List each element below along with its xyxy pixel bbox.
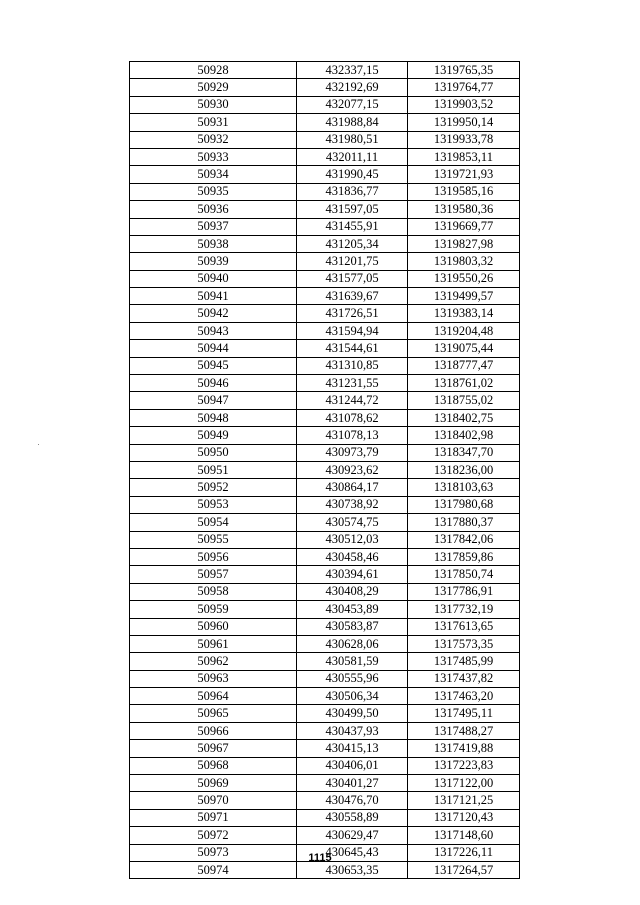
x-coordinate-cell: 430401,27: [297, 775, 408, 792]
x-coordinate-cell: 431980,51: [297, 131, 408, 148]
y-coordinate-cell: 1317226,11: [408, 844, 520, 861]
table-row: [130, 427, 520, 444]
x-coordinate-cell: 430574,75: [297, 514, 408, 531]
x-coordinate-cell: 431594,94: [297, 322, 408, 339]
table-row: [130, 270, 520, 287]
table-row: [130, 670, 520, 687]
y-coordinate-cell: 1319669,77: [408, 218, 520, 235]
y-coordinate-cell: 1319853,11: [408, 148, 520, 165]
y-coordinate-cell: 1317859,86: [408, 548, 520, 565]
table-row: [130, 861, 520, 878]
y-coordinate-cell: 1317613,65: [408, 618, 520, 635]
table-row: [130, 183, 520, 200]
table-row: [130, 375, 520, 392]
y-coordinate-cell: 1319075,44: [408, 340, 520, 357]
x-coordinate-cell: 431577,05: [297, 270, 408, 287]
point-number-cell: 50963: [130, 670, 297, 687]
table-row: [130, 757, 520, 774]
x-coordinate-cell: 430512,03: [297, 531, 408, 548]
point-number-cell: 50953: [130, 496, 297, 513]
y-coordinate-cell: 1317786,91: [408, 583, 520, 600]
x-coordinate-cell: 432192,69: [297, 79, 408, 96]
table-row: [130, 705, 520, 722]
point-number-cell: 50949: [130, 427, 297, 444]
table-row: [130, 688, 520, 705]
table-row: [130, 201, 520, 218]
table-row: [130, 253, 520, 270]
point-number-cell: 50964: [130, 688, 297, 705]
table-row: [130, 444, 520, 461]
point-number-cell: 50965: [130, 705, 297, 722]
y-coordinate-cell: 1317495,11: [408, 705, 520, 722]
y-coordinate-cell: 1319827,98: [408, 235, 520, 252]
x-coordinate-cell: 431544,61: [297, 340, 408, 357]
point-number-cell: 50973: [130, 844, 297, 861]
point-number-cell: 50942: [130, 305, 297, 322]
point-number-cell: 50957: [130, 566, 297, 583]
point-number-cell: 50943: [130, 322, 297, 339]
point-number-cell: 50946: [130, 375, 297, 392]
table-row: [130, 340, 520, 357]
y-coordinate-cell: 1318347,70: [408, 444, 520, 461]
point-number-cell: 50931: [130, 114, 297, 131]
point-number-cell: 50955: [130, 531, 297, 548]
y-coordinate-cell: 1319950,14: [408, 114, 520, 131]
table-row: [130, 357, 520, 374]
y-coordinate-cell: 1317850,74: [408, 566, 520, 583]
y-coordinate-cell: 1317485,99: [408, 653, 520, 670]
y-coordinate-cell: 1317122,00: [408, 775, 520, 792]
point-number-cell: 50961: [130, 635, 297, 652]
point-number-cell: 50939: [130, 253, 297, 270]
x-coordinate-cell: 432011,11: [297, 148, 408, 165]
x-coordinate-cell: 430558,89: [297, 809, 408, 826]
y-coordinate-cell: 1317148,60: [408, 827, 520, 844]
table-row: [130, 218, 520, 235]
x-coordinate-cell: 430738,92: [297, 496, 408, 513]
y-coordinate-cell: 1319903,52: [408, 96, 520, 113]
x-coordinate-cell: 430581,59: [297, 653, 408, 670]
x-coordinate-cell: 431310,85: [297, 357, 408, 374]
x-coordinate-cell: 431836,77: [297, 183, 408, 200]
y-coordinate-cell: 1318402,75: [408, 409, 520, 426]
x-coordinate-cell: 431078,13: [297, 427, 408, 444]
x-coordinate-cell: 430453,89: [297, 601, 408, 618]
x-coordinate-cell: 431201,75: [297, 253, 408, 270]
point-number-cell: 50971: [130, 809, 297, 826]
y-coordinate-cell: 1319803,32: [408, 253, 520, 270]
point-number-cell: 50940: [130, 270, 297, 287]
x-coordinate-cell: 431205,34: [297, 235, 408, 252]
table-row: [130, 775, 520, 792]
table-row: [130, 827, 520, 844]
table-row: [130, 166, 520, 183]
table-row: [130, 322, 520, 339]
point-number-cell: 50974: [130, 861, 297, 878]
x-coordinate-cell: 431231,55: [297, 375, 408, 392]
table-row: [130, 635, 520, 652]
x-coordinate-cell: 431639,67: [297, 288, 408, 305]
y-coordinate-cell: 1317120,43: [408, 809, 520, 826]
x-coordinate-cell: 430555,96: [297, 670, 408, 687]
table-row: [130, 583, 520, 600]
table-row: [130, 653, 520, 670]
table-row: [130, 514, 520, 531]
x-coordinate-cell: 431726,51: [297, 305, 408, 322]
x-coordinate-cell: 430973,79: [297, 444, 408, 461]
y-coordinate-cell: 1318777,47: [408, 357, 520, 374]
x-coordinate-cell: 430864,17: [297, 479, 408, 496]
table-row: [130, 496, 520, 513]
point-number-cell: 50937: [130, 218, 297, 235]
point-number-cell: 50929: [130, 79, 297, 96]
point-number-cell: 50969: [130, 775, 297, 792]
y-coordinate-cell: 1319383,14: [408, 305, 520, 322]
table-row: [130, 601, 520, 618]
y-coordinate-cell: 1319765,35: [408, 62, 520, 79]
table-row: [130, 305, 520, 322]
point-number-cell: 50945: [130, 357, 297, 374]
y-coordinate-cell: 1317980,68: [408, 496, 520, 513]
scan-speck: [38, 444, 39, 445]
table-row: [130, 114, 520, 131]
x-coordinate-cell: 430506,34: [297, 688, 408, 705]
y-coordinate-cell: 1317488,27: [408, 722, 520, 739]
y-coordinate-cell: 1317264,57: [408, 861, 520, 878]
x-coordinate-cell: 430653,35: [297, 861, 408, 878]
y-coordinate-cell: 1317121,25: [408, 792, 520, 809]
y-coordinate-cell: 1318236,00: [408, 461, 520, 478]
x-coordinate-cell: 431990,45: [297, 166, 408, 183]
table-row: [130, 131, 520, 148]
point-number-cell: 50935: [130, 183, 297, 200]
point-number-cell: 50952: [130, 479, 297, 496]
x-coordinate-cell: 430458,46: [297, 548, 408, 565]
x-coordinate-cell: 431078,62: [297, 409, 408, 426]
table-row: [130, 531, 520, 548]
point-number-cell: 50962: [130, 653, 297, 670]
point-number-cell: 50950: [130, 444, 297, 461]
coordinates-table-body: [130, 62, 520, 879]
x-coordinate-cell: 431988,84: [297, 114, 408, 131]
table-row: [130, 79, 520, 96]
x-coordinate-cell: 430476,70: [297, 792, 408, 809]
y-coordinate-cell: 1319580,36: [408, 201, 520, 218]
point-number-cell: 50954: [130, 514, 297, 531]
y-coordinate-cell: 1318761,02: [408, 375, 520, 392]
table-row: [130, 62, 520, 79]
x-coordinate-cell: 430394,61: [297, 566, 408, 583]
y-coordinate-cell: 1317463,20: [408, 688, 520, 705]
y-coordinate-cell: 1318103,63: [408, 479, 520, 496]
table-row: [130, 409, 520, 426]
point-number-cell: 50948: [130, 409, 297, 426]
point-number-cell: 50959: [130, 601, 297, 618]
y-coordinate-cell: 1319204,48: [408, 322, 520, 339]
point-number-cell: 50972: [130, 827, 297, 844]
point-number-cell: 50966: [130, 722, 297, 739]
y-coordinate-cell: 1317223,83: [408, 757, 520, 774]
y-coordinate-cell: 1319499,57: [408, 288, 520, 305]
point-number-cell: 50928: [130, 62, 297, 79]
x-coordinate-cell: 430645,43: [297, 844, 408, 861]
y-coordinate-cell: 1317732,19: [408, 601, 520, 618]
y-coordinate-cell: 1318402,98: [408, 427, 520, 444]
point-number-cell: 50970: [130, 792, 297, 809]
table-row: [130, 392, 520, 409]
x-coordinate-cell: 431597,05: [297, 201, 408, 218]
x-coordinate-cell: 430923,62: [297, 461, 408, 478]
x-coordinate-cell: 430415,13: [297, 740, 408, 757]
y-coordinate-cell: 1318755,02: [408, 392, 520, 409]
point-number-cell: 50951: [130, 461, 297, 478]
table-row: [130, 792, 520, 809]
table-row: [130, 235, 520, 252]
point-number-cell: 50930: [130, 96, 297, 113]
table-row: [130, 96, 520, 113]
y-coordinate-cell: 1319764,77: [408, 79, 520, 96]
x-coordinate-cell: 431455,91: [297, 218, 408, 235]
point-number-cell: 50934: [130, 166, 297, 183]
y-coordinate-cell: 1319550,26: [408, 270, 520, 287]
table-row: [130, 740, 520, 757]
point-number-cell: 50938: [130, 235, 297, 252]
point-number-cell: 50956: [130, 548, 297, 565]
point-number-cell: 50941: [130, 288, 297, 305]
table-row: [130, 618, 520, 635]
y-coordinate-cell: 1317419,88: [408, 740, 520, 757]
y-coordinate-cell: 1319933,78: [408, 131, 520, 148]
y-coordinate-cell: 1317842,06: [408, 531, 520, 548]
x-coordinate-cell: 430629,47: [297, 827, 408, 844]
point-number-cell: 50958: [130, 583, 297, 600]
y-coordinate-cell: 1317437,82: [408, 670, 520, 687]
x-coordinate-cell: 430408,29: [297, 583, 408, 600]
point-number-cell: 50932: [130, 131, 297, 148]
y-coordinate-cell: 1319585,16: [408, 183, 520, 200]
table-row: [130, 479, 520, 496]
x-coordinate-cell: 430406,01: [297, 757, 408, 774]
point-number-cell: 50947: [130, 392, 297, 409]
table-row: [130, 148, 520, 165]
x-coordinate-cell: 430437,93: [297, 722, 408, 739]
y-coordinate-cell: 1319721,93: [408, 166, 520, 183]
coordinates-table: [129, 61, 520, 879]
x-coordinate-cell: 432337,15: [297, 62, 408, 79]
point-number-cell: 50960: [130, 618, 297, 635]
x-coordinate-cell: 431244,72: [297, 392, 408, 409]
page-number: 1115: [308, 852, 332, 864]
table-row: [130, 809, 520, 826]
x-coordinate-cell: 430499,50: [297, 705, 408, 722]
point-number-cell: 50936: [130, 201, 297, 218]
table-row: [130, 566, 520, 583]
table-row: [130, 722, 520, 739]
point-number-cell: 50944: [130, 340, 297, 357]
x-coordinate-cell: 430583,87: [297, 618, 408, 635]
table-row: [130, 461, 520, 478]
point-number-cell: 50933: [130, 148, 297, 165]
table-row: [130, 288, 520, 305]
x-coordinate-cell: 430628,06: [297, 635, 408, 652]
y-coordinate-cell: 1317880,37: [408, 514, 520, 531]
x-coordinate-cell: 432077,15: [297, 96, 408, 113]
y-coordinate-cell: 1317573,35: [408, 635, 520, 652]
point-number-cell: 50967: [130, 740, 297, 757]
table-row: [130, 548, 520, 565]
point-number-cell: 50968: [130, 757, 297, 774]
